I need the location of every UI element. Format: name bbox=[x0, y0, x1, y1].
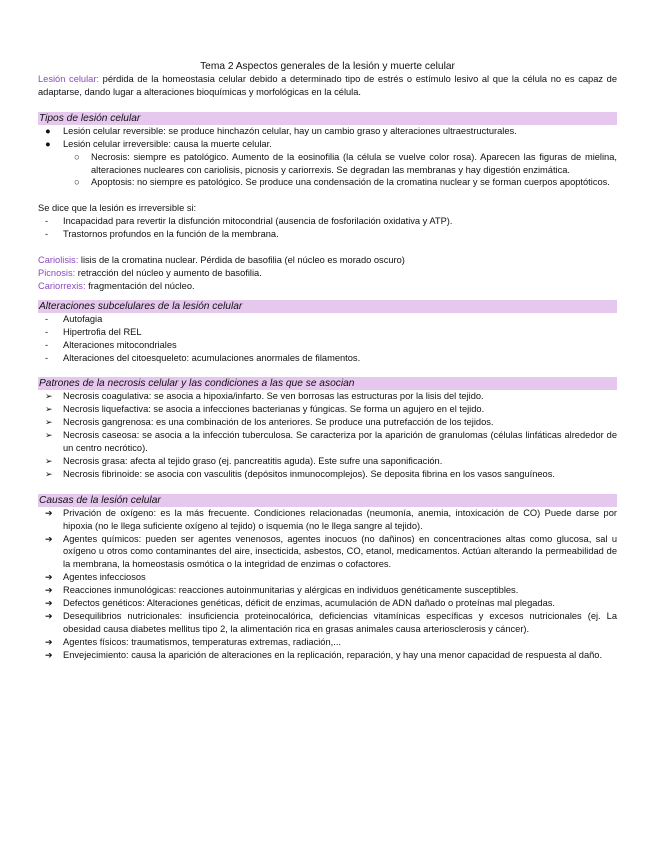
arrow-right-icon: ➔ bbox=[45, 572, 53, 583]
arrowhead-icon: ➢ bbox=[45, 391, 53, 402]
tipos-sublist bbox=[38, 151, 617, 190]
list-item: ➔ Agentes infecciosos bbox=[45, 572, 146, 583]
tipos-list bbox=[38, 125, 617, 190]
dash-marker: - bbox=[45, 352, 49, 363]
list-item: ➔ Desequilibrios nutricionales: insuficiencia proteinocalórica, deficiencias vitamínicas específicas y excesos nutricionales (ej. La obesidad causa diabetes mellitus tipo 2, la alimentación rica en grasas animales causa arteriosclerosis y cáncer). bbox=[45, 611, 617, 634]
arrowhead-icon: ➢ bbox=[45, 455, 53, 466]
bullet-icon: ● bbox=[45, 125, 51, 136]
document-title: Tema 2 Aspectos generales de la lesión y muerte celular bbox=[200, 61, 455, 72]
list-item: ○ Necrosis: siempre es patológico. Aumento de la eosinofilia (la célula se vuelve color rosa). Aparecen las figuras de mielina, alteraciones nucleares con cariolisis, picnosis y cariorrexis. Se degradan las membranas y hay digestión enzimática. bbox=[74, 151, 617, 175]
list-item: ➔ Agentes físicos: traumatismos, temperaturas extremas, radiación,... bbox=[45, 636, 341, 647]
list-item: - Autofagia bbox=[45, 313, 103, 324]
irreversible-intro: Se dice que la lesión es irreversible si: bbox=[38, 203, 197, 214]
section-heading-tipos: Tipos de lesión celular bbox=[38, 112, 617, 125]
arrowhead-icon: ➢ bbox=[45, 430, 53, 441]
arrow-right-icon: ➔ bbox=[45, 636, 53, 647]
list-item: ➔ Defectos genéticos: Alteraciones genéticas, déficit de enzimas, acumulación de ADN dañado o proteínas mal plegadas. bbox=[45, 598, 555, 609]
list-item: ● Lesión celular irreversible: causa la muerte celular. ○ Necrosis: siempre es patológico. Aumento de la eosinofilia (la célula se vuelve color rosa). Aparecen las figuras de mielina, alteraciones nucleares con cariolisis, picnosis y cariorrexis. Se degradan las membranas y hay digestión enzimática. ○ Apoptosis: no siempre es patológico. Se produce una condensación de la cromatina nuclear y se forman cuerpos apoptóticos. bbox=[38, 138, 617, 190]
intro-text: pérdida de la homeostasia celular debido a determinado tipo de estrés o estímulo lesivo al que la célula no es capaz de adaptarse, dando lugar a alteraciones bioquímicas y morfológicas en la célula. bbox=[38, 74, 617, 97]
list-item: ➢ Necrosis fibrinoide: se asocia con vasculitis (depósitos inmunocomplejos). Se deposita fibrina en los vasos sanguíneos. bbox=[45, 468, 555, 479]
list-item: ➢ Necrosis grasa: afecta al tejido graso (ej. pancreatitis aguda). Este sufre una saponificación. bbox=[45, 455, 443, 466]
arrow-right-icon: ➔ bbox=[45, 598, 53, 609]
dash-marker: - bbox=[45, 339, 49, 350]
list-item: ○ Apoptosis: no siempre es patológico. Se produce una condensación de la cromatina nuclear y se forman cuerpos apoptóticos. bbox=[74, 177, 610, 188]
list-item: - Alteraciones mitocondriales bbox=[45, 339, 177, 350]
list-item: ➔ Privación de oxígeno: es la más frecuente. Condiciones relacionadas (neumonía, anemia, intoxicación de CO) Puede darse por hipoxia (no le llega suficiente oxígeno al tejido) o isquemia (no le llega sangre al tejido). bbox=[45, 507, 617, 531]
causas-list bbox=[38, 507, 617, 662]
definition-picnosis: Picnosis: retracción del núcleo y aumento de basofilia. bbox=[38, 267, 262, 278]
dash-marker: - bbox=[45, 216, 49, 227]
list-item: ● Lesión celular reversible: se produce hinchazón celular, hay un cambio graso y alteraciones ultraestructurales. bbox=[45, 125, 517, 136]
circle-bullet-icon: ○ bbox=[74, 151, 80, 162]
list-item: - Alteraciones del citoesqueleto: acumulaciones anormales de filamentos. bbox=[45, 352, 361, 363]
section-heading-patrones: Patrones de la necrosis celular y las condiciones a las que se asocian bbox=[38, 377, 617, 390]
alteraciones-list bbox=[38, 313, 617, 365]
list-item: ➢ Necrosis liquefactiva: se asocia a infecciones bacterianas y fúngicas. Se forma un agujero en el tejido. bbox=[45, 404, 485, 415]
definition-cariolisis: Cariolisis: lisis de la cromatina nuclear. Pérdida de basofilia (el núcleo es morado oscuro) bbox=[38, 255, 405, 266]
patrones-list bbox=[38, 390, 617, 480]
section-heading-alteraciones: Alteraciones subcelulares de la lesión celular bbox=[38, 300, 617, 313]
list-item: - Incapacidad para revertir la disfunción mitocondrial (ausencia de fosforilación oxidativa y ATP). bbox=[45, 216, 453, 227]
arrow-right-icon: ➔ bbox=[45, 649, 53, 660]
list-item: ➔ Agentes químicos: pueden ser agentes venenosos, agentes inocuos (no dañinos) en concentraciones altas como glucosa, sal u oxígeno u otros como contaminantes del aire, insecticida, asbestos, CO, etanol, medicamentos. Actúan alterando la permeabilidad de la membrana, la homeostasis osmótica o la integridad de enzimas o cofactores. bbox=[45, 533, 617, 570]
dash-marker: - bbox=[45, 326, 49, 337]
list-item: - Hipertrofia del REL bbox=[45, 326, 142, 337]
arrowhead-icon: ➢ bbox=[45, 417, 53, 428]
arrowhead-icon: ➢ bbox=[45, 468, 53, 479]
list-item: ➢ Necrosis gangrenosa: es una combinación de los anteriores. Se produce una putrefacción de los tejidos. bbox=[45, 417, 494, 428]
arrow-right-icon: ➔ bbox=[45, 585, 53, 596]
arrow-right-icon: ➔ bbox=[45, 507, 53, 518]
dash-marker: - bbox=[45, 229, 49, 240]
circle-bullet-icon: ○ bbox=[74, 177, 80, 188]
irreversible-list bbox=[38, 215, 617, 241]
list-item: ➢ Necrosis caseosa: se asocia a la infección tuberculosa. Se caracteriza por la aparición de granulomas (células linfáticas alrededor de un centro necrótico). bbox=[45, 430, 617, 454]
intro-paragraph bbox=[38, 73, 617, 99]
arrow-right-icon: ➔ bbox=[45, 533, 53, 544]
bullet-icon: ● bbox=[45, 138, 51, 149]
list-item: ➔ Envejecimiento: causa la aparición de alteraciones en la replicación, reparación, y hay una menor capacidad de respuesta al daño. bbox=[45, 649, 603, 660]
arrow-right-icon: ➔ bbox=[45, 611, 53, 621]
intro-term: Lesión celular: bbox=[38, 74, 100, 84]
list-item: ➢ Necrosis coagulativa: se asocia a hipoxia/infarto. Se ven borrosas las estructuras por la lisis del tejido. bbox=[45, 391, 484, 402]
definition-cariorrexis: Cariorrexis: fragmentación del núcleo. bbox=[38, 280, 195, 291]
arrowhead-icon: ➢ bbox=[45, 404, 53, 415]
section-heading-causas: Causas de la lesión celular bbox=[38, 494, 617, 507]
list-item: - Trastornos profundos en la función de la membrana. bbox=[45, 229, 279, 240]
dash-marker: - bbox=[45, 313, 49, 324]
list-item: ➔ Reacciones inmunológicas: reacciones autoinmunitarias y alérgicas en individuos genéticamente susceptibles. bbox=[45, 585, 519, 596]
